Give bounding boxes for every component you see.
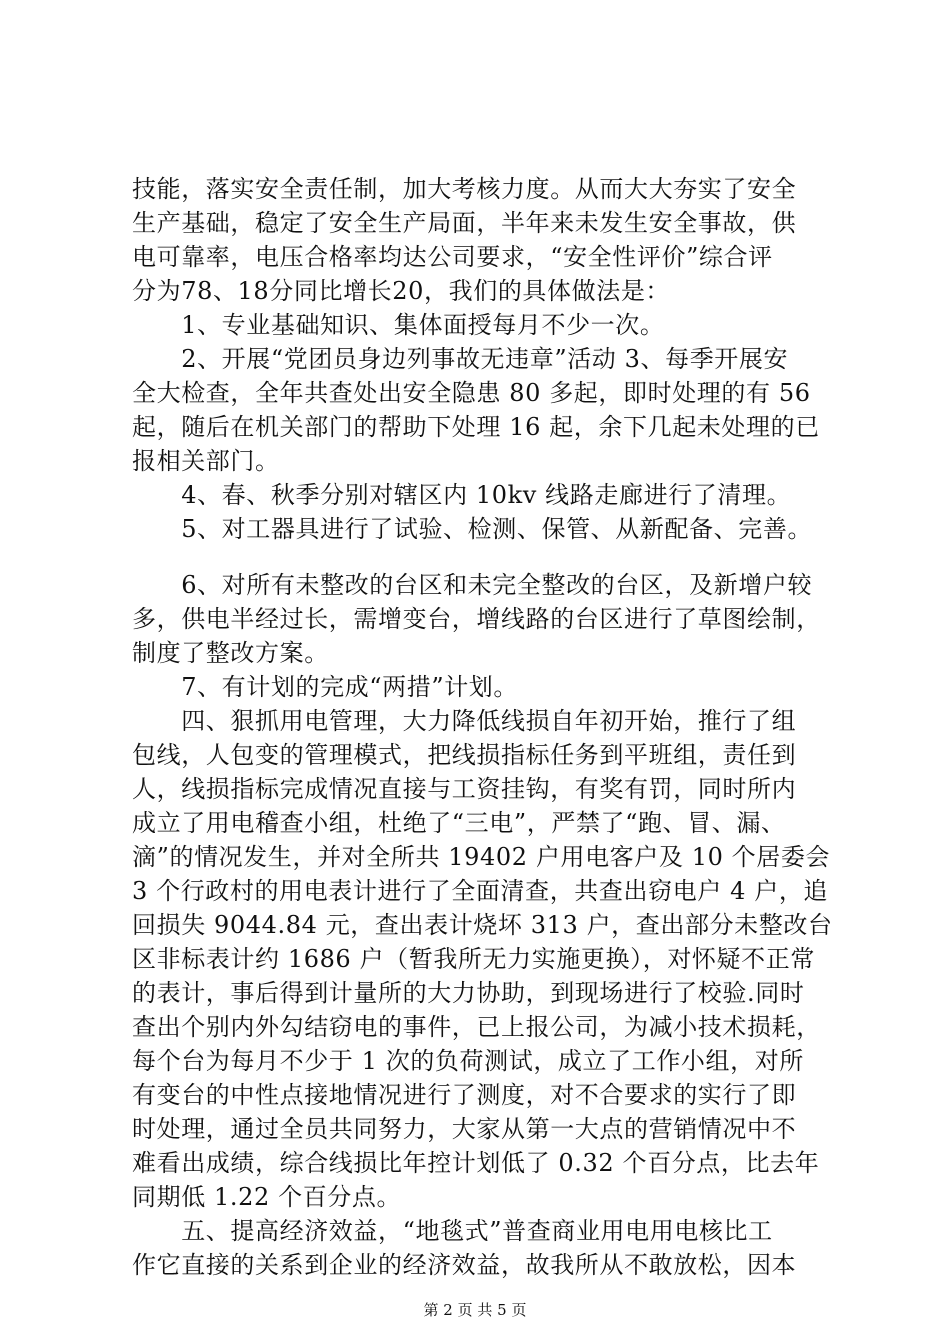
text-line: 区非标表计约 1686 户（暂我所无力实施更换），对怀疑不正常 <box>132 945 815 973</box>
text-line: 滴”的情况发生，并对全所共 19402 户用电客户及 10 个居委会 <box>132 843 831 871</box>
text-line: 2、开展“党团员身边列事故无违章”活动 3、每季开展安 <box>132 345 789 373</box>
text-line: 查出个别内外勾结窃电的事件，已上报公司，为减小技术损耗， <box>132 1013 821 1041</box>
text-line: 4、春、秋季分别对辖区内 10kv 线路走廊进行了清理。 <box>132 481 792 509</box>
page-number: 第 2 页 共 5 页 <box>423 1301 527 1319</box>
text-line: 6、对所有未整改的台区和未完全整改的台区，及新增户较 <box>132 571 813 599</box>
text-line: 技能，落实安全责任制，加大考核力度。从而大大夯实了安全 <box>132 175 797 203</box>
text-line: 5、对工器具进行了试验、检测、保管、从新配备、完善。 <box>132 515 813 543</box>
text-line: 难看出成绩，综合线损比年控计划低了 0.32 个百分点，比去年 <box>132 1149 820 1177</box>
text-line: 人，线损指标完成情况直接与工资挂钩，有奖有罚，同时所内 <box>132 775 797 803</box>
text-line: 分为78、18分同比增长20，我们的具体做法是： <box>132 277 671 305</box>
text-line: 五、提高经济效益，“地毯式”普查商业用电用电核比工 <box>132 1217 773 1245</box>
text-line: 电可靠率，电压合格率均达公司要求，“安全性评价”综合评 <box>132 243 773 271</box>
text-line: 回损失 9044.84 元，查出表计烧坏 313 户，查出部分未整改台 <box>132 911 833 939</box>
text-line: 生产基础，稳定了安全生产局面，半年来未发生安全事故，供 <box>132 209 797 237</box>
text-line: 作它直接的关系到企业的经济效益，故我所从不敢放松，因本 <box>132 1251 797 1279</box>
text-line: 同期低 1.22 个百分点。 <box>132 1183 402 1211</box>
text-line: 每个台为每月不少于 1 次的负荷测试，成立了工作小组，对所 <box>132 1047 804 1075</box>
text-line: 成立了用电稽查小组，杜绝了“三电”，严禁了“跑、冒、漏、 <box>132 809 786 837</box>
text-line: 四、狠抓用电管理，大力降低线损自年初开始，推行了组 <box>132 707 797 735</box>
text-line: 起，随后在机关部门的帮助下处理 16 起，余下几起未处理的已 <box>132 413 820 441</box>
text-line: 多，供电半经过长，需增变台，增线路的台区进行了草图绘制， <box>132 605 821 633</box>
text-line: 制度了整改方案。 <box>132 639 329 667</box>
text-line: 包线，人包变的管理模式，把线损指标任务到平班组，责任到 <box>132 741 797 769</box>
text-line: 7、有计划的完成“两措”计划。 <box>132 673 519 701</box>
text-line: 报相关部门。 <box>132 447 280 475</box>
text-line: 的表计，事后得到计量所的大力协助，到现场进行了校验.同时 <box>132 979 805 1007</box>
text-line: 时处理，通过全员共同努力，大家从第一大点的营销情况中不 <box>132 1115 797 1143</box>
text-line: 3 个行政村的用电表计进行了全面清查，共查出窃电户 4 户，追 <box>132 877 829 905</box>
text-line: 有变台的中性点接地情况进行了测度，对不合要求的实行了即 <box>132 1081 797 1109</box>
text-line: 全大检查，全年共查处出安全隐患 80 多起，即时处理的有 56 <box>132 379 811 407</box>
text-line: 1、专业基础知识、集体面授每月不少一次。 <box>132 311 665 339</box>
